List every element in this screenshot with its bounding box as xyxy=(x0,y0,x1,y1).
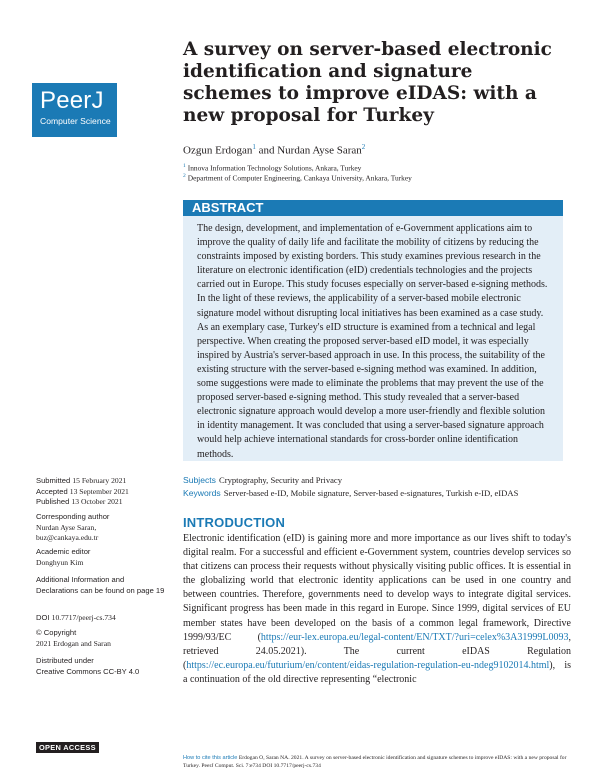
license-block xyxy=(36,656,166,677)
editor-label: Academic editor xyxy=(36,547,91,556)
abstract-body: The design, development, and implementation of e-Government applications aim to improve the quality of daily life and facilitate the mobility of citizens by reducing the constraints imposed by existing borders. This study examines previous research in the literature on electronic identification (eID) credentials technologies and the projects carried out in Europe. This study focuses especially on server-based e-signing methods. In the light of these reviews, the applicability of a server-based mobile electronic signature model without disrupting local initiatives has been examined as a case study. As an exemplary case, Turkey's eID structure is examined from a technical and legal perspective. When creating the proposed server-based eID model, it was especially inspired by Austria's server-based approach in use. In this process, the suitability of the existing structure with the server-based e-signing method was examined. In addition, some suggestions were made to eliminate the problems that may prevent the use of the proposed server-based e-signing method. This study revealed that a server-based electronic signature approach would develop a more user-friendly and flexible solution in identity management. It was concluded that using a server-based signature approach would help achieve international standards for cross-border online identification methods. xyxy=(183,216,563,461)
corresponding-name: Nurdan Ayse Saran, xyxy=(36,522,97,532)
directive-link[interactable]: https://eur-lex.europa.eu/legal-content/EN/TXT/?uri=celex%3A31999L0093 xyxy=(260,631,569,643)
submitted-date: 15 February 2021 xyxy=(72,476,127,485)
subjects-line xyxy=(183,475,342,485)
logo-subtitle: Computer Science xyxy=(40,116,111,126)
intro-text: Electronic identification (eID) is gaining more and more importance as our lives shift to today's digital realm. For a successful and efficient e-Government system, countries develop services so that citizens can process their requests without physically visiting public offices. It is essential in the globalizing world that electronic identity applications can be used in one country and between countries. Therefore, governments need to develop ways to integrate digital services. Significant progress has been made in this regard in Europe. Since 1999, digital services of EU member states have been developed on the basis of a common legal framework, Directive 1999/93/EC ( xyxy=(183,533,571,643)
copyright-holders: 2021 Erdogan and Saran xyxy=(36,638,111,648)
submitted-label: Submitted xyxy=(36,476,71,485)
affiliation-sup: 2 xyxy=(183,173,186,179)
logo-brand: PeerJ xyxy=(40,87,104,114)
accepted-date: 13 September 2021 xyxy=(69,486,129,496)
introduction-paragraph xyxy=(183,532,571,687)
subjects-label: Subjects xyxy=(183,475,216,485)
copyright-icon: © xyxy=(36,628,42,637)
affiliation xyxy=(183,172,412,182)
distributed-label: Distributed under xyxy=(36,656,94,665)
citation-footer xyxy=(183,755,573,770)
open-access-badge: OPEN ACCESS xyxy=(36,742,99,753)
article-title: A survey on server-based electronic identification and signature schemes to improve eIDAS: with a new proposal for Turkey xyxy=(183,39,552,126)
section-heading-introduction: INTRODUCTION xyxy=(183,515,286,530)
keywords-label: Keywords xyxy=(183,488,221,498)
license-name[interactable]: Creative Commons CC-BY 4.0 xyxy=(36,666,140,676)
keywords-value: Server-based e-ID, Mobile signature, Server-based e-signatures, Turkish e-ID, eIDAS xyxy=(223,488,519,498)
doi-line xyxy=(36,613,166,624)
corresponding-author-block xyxy=(36,512,166,544)
citation-text: Erdogan O, Saran NA. 2021. A survey on server-based electronic identification and signature schemes to improve eIDAS: with a new proposal for Turkey. PeerJ Comput. Sci. 7:e734 DOI 10.7717/peerj-cs.734 xyxy=(183,755,567,769)
published-label: Published xyxy=(36,497,70,506)
doi-value[interactable]: 10.7717/peerj-cs.734 xyxy=(51,613,116,622)
published-date: 13 October 2021 xyxy=(71,497,123,506)
intro-text: , retrieved 24.05.2021). The current eIDAS Regulation ( xyxy=(183,631,571,671)
copyright-label: Copyright xyxy=(43,628,77,637)
affiliation xyxy=(183,162,361,172)
affiliation-sup: 1 xyxy=(183,163,186,169)
affiliation-text: Department of Computer Engineering, Cankaya University, Ankara, Turkey xyxy=(187,173,412,183)
abstract-heading: ABSTRACT xyxy=(183,200,563,216)
additional-info[interactable]: Additional Information and Declarations can be found on page 19 xyxy=(36,575,165,595)
citation-label: How to cite this article xyxy=(183,755,238,761)
keywords-line xyxy=(183,488,518,498)
copyright-block xyxy=(36,628,166,649)
corresponding-email[interactable]: buz@cankaya.edu.tr xyxy=(36,533,99,542)
editor-name: Donghyun Kim xyxy=(36,557,84,567)
author-list xyxy=(183,143,365,157)
author-sup: 1 xyxy=(252,143,256,151)
intro-text: ), is a continuation of the old directive representing “electronic xyxy=(183,659,571,685)
corresponding-label: Corresponding author xyxy=(36,512,110,521)
subjects-value[interactable]: Cryptography, Security and Privacy xyxy=(218,475,343,485)
peerj-logo xyxy=(32,83,117,137)
accepted-label: Accepted xyxy=(36,486,68,496)
eidas-link[interactable]: https://ec.europa.eu/futurium/en/content/eidas-regulation-regulation-eu-ndeg9102014.html xyxy=(186,659,550,671)
dates-block xyxy=(36,476,166,508)
editor-block xyxy=(36,547,166,568)
author-sup: 2 xyxy=(361,143,366,151)
author-name[interactable]: Nurdan Ayse Saran xyxy=(277,144,362,157)
affiliation-text: Innova Information Technology Solutions, Ankara, Turkey xyxy=(187,163,362,173)
author-join: and xyxy=(255,144,278,157)
doi-label: DOI xyxy=(36,613,50,622)
author-name[interactable]: Ozgun Erdogan xyxy=(183,144,253,157)
